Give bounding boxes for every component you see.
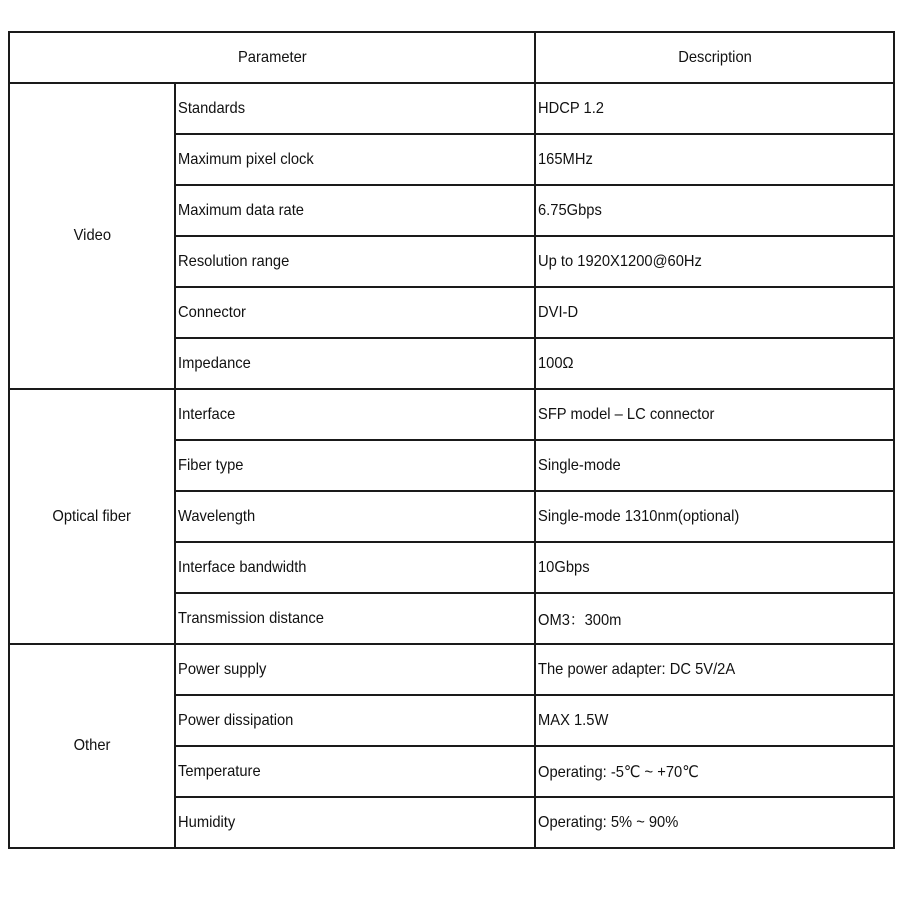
header-parameter-label: Parameter	[237, 48, 307, 66]
desc-cell	[535, 440, 894, 491]
desc-value: SFP model – LC connector	[538, 405, 715, 423]
header-row	[9, 32, 894, 83]
desc-cell	[535, 542, 894, 593]
desc-cell	[535, 338, 894, 389]
category-cell-other	[9, 644, 175, 848]
param-cell	[175, 797, 535, 848]
param-label: Maximum data rate	[178, 201, 304, 219]
param-label: Interface	[178, 405, 236, 423]
desc-cell	[535, 491, 894, 542]
param-label: Resolution range	[178, 252, 290, 270]
desc-value: 100Ω	[538, 354, 574, 372]
category-label: Optical fiber	[52, 507, 132, 525]
param-cell	[175, 491, 535, 542]
desc-value: Operating: -5℃ ~ +70℃	[538, 763, 699, 781]
param-label: Connector	[178, 303, 246, 321]
param-cell	[175, 287, 535, 338]
param-label: Power dissipation	[178, 711, 294, 729]
param-label: Standards	[178, 99, 246, 117]
desc-value: DVI-D	[538, 303, 579, 321]
spec-table	[8, 31, 895, 849]
desc-cell	[535, 83, 894, 134]
desc-value: HDCP 1.2	[538, 99, 605, 117]
category-cell-optical-fiber	[9, 389, 175, 644]
table-row	[9, 83, 894, 134]
desc-cell	[535, 695, 894, 746]
desc-value: 165MHz	[538, 150, 593, 168]
param-cell	[175, 593, 535, 644]
desc-value: The power adapter: DC 5V/2A	[538, 660, 736, 678]
param-cell	[175, 746, 535, 797]
desc-cell	[535, 236, 894, 287]
desc-cell	[535, 797, 894, 848]
param-cell	[175, 338, 535, 389]
table-row	[9, 389, 894, 440]
desc-value: OM3：300m	[538, 612, 622, 629]
header-description-label: Description	[677, 48, 752, 66]
desc-cell	[535, 593, 894, 644]
desc-cell	[535, 389, 894, 440]
desc-value: Single-mode	[538, 456, 621, 474]
param-cell	[175, 389, 535, 440]
param-label: Transmission distance	[178, 609, 324, 627]
param-cell	[175, 542, 535, 593]
param-label: Fiber type	[178, 456, 244, 474]
desc-value: MAX 1.5W	[538, 711, 609, 729]
desc-value: Up to 1920X1200@60Hz	[538, 252, 702, 270]
param-label: Wavelength	[178, 507, 256, 525]
header-description	[535, 32, 894, 83]
param-label: Maximum pixel clock	[178, 150, 314, 168]
desc-value: Operating: 5% ~ 90%	[538, 813, 679, 831]
param-cell	[175, 83, 535, 134]
category-label: Video	[73, 227, 111, 244]
param-cell	[175, 185, 535, 236]
desc-cell	[535, 746, 894, 797]
param-label: Impedance	[178, 354, 251, 372]
param-label: Power supply	[178, 660, 267, 678]
param-cell	[175, 695, 535, 746]
category-cell-video	[9, 83, 175, 389]
desc-cell	[535, 185, 894, 236]
desc-cell	[535, 644, 894, 695]
table-row	[9, 644, 894, 695]
param-label: Humidity	[178, 813, 236, 831]
param-label: Interface bandwidth	[178, 558, 307, 576]
category-label: Other	[73, 737, 111, 754]
header-parameter	[9, 32, 535, 83]
desc-value: 10Gbps	[538, 558, 590, 576]
param-cell	[175, 644, 535, 695]
desc-cell	[535, 287, 894, 338]
param-cell	[175, 440, 535, 491]
param-cell	[175, 134, 535, 185]
param-cell	[175, 236, 535, 287]
desc-value: 6.75Gbps	[538, 201, 602, 219]
desc-value: Single-mode 1310nm(optional)	[538, 507, 740, 525]
desc-cell	[535, 134, 894, 185]
param-label: Temperature	[178, 762, 261, 780]
